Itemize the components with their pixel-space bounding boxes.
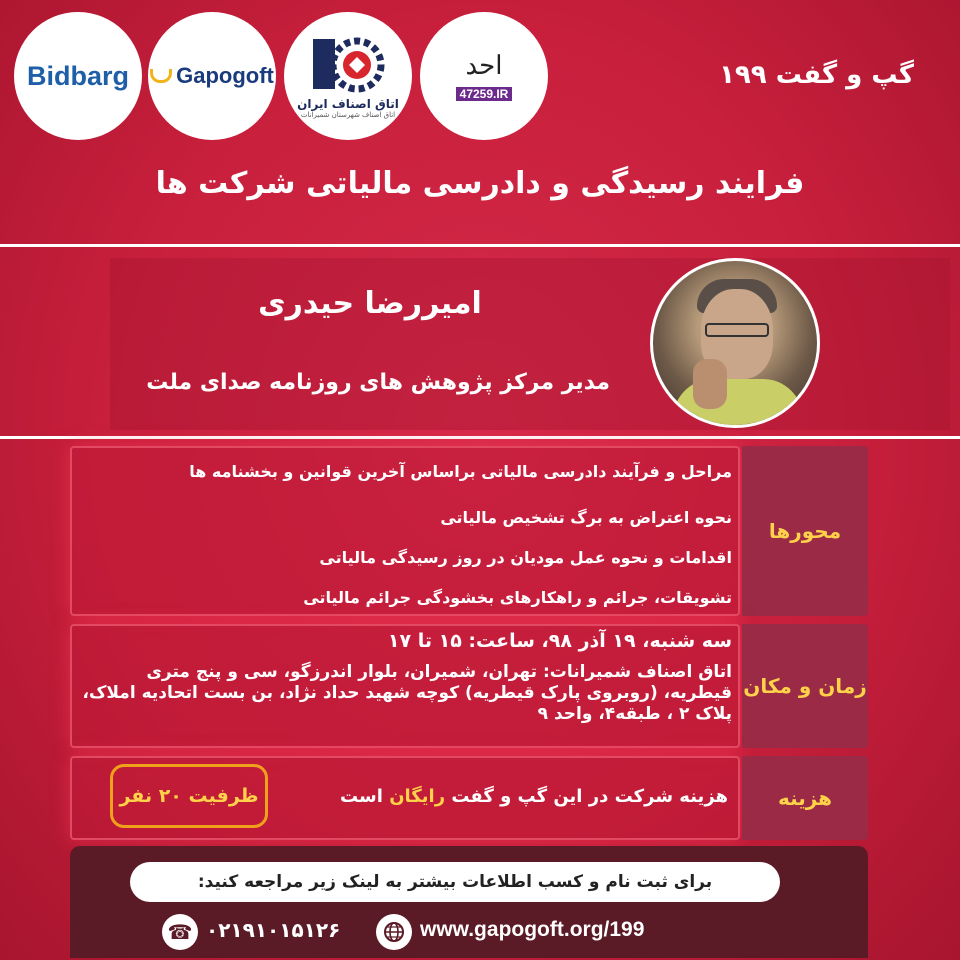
bidbarg-logo (14, 12, 142, 140)
ahad-logo-url: 47259.IR (456, 87, 513, 101)
topic-item: نحوه اعتراض به برگ تشخیص مالیاتی (440, 508, 732, 527)
speaker-photo (650, 258, 820, 428)
speaker-role: مدیر مرکز پژوهش های روزنامه صدای ملت (146, 370, 610, 395)
cost-section (70, 756, 868, 840)
asnaf-logo-text: اتاق اصناف ایران (297, 97, 399, 111)
topic-item: اقدامات و نحوه عمل مودیان در روز رسیدگی مالیاتی (319, 548, 732, 567)
topics-label: محورها (742, 446, 868, 616)
gapogoft-logo (148, 12, 276, 140)
schedule-label: زمان و مکان (742, 624, 868, 748)
globe-icon (376, 914, 412, 950)
ahad-logo-text: احد (465, 51, 503, 81)
signup-banner[interactable]: برای ثبت نام و کسب اطلاعات بیشتر به لینک زیر مراجعه کنید: (130, 862, 780, 902)
speaker-band (110, 258, 950, 430)
phone-number[interactable]: ۰۲۱۹۱۰۱۵۱۲۶ (206, 918, 341, 942)
topics-section (70, 446, 868, 616)
event-location: اتاق اصناف شمیرانات: تهران، شمیران، بلوار اندرزگو، سی و پنج متری قیطریه، (روبروی پارک قیطریه) کوچه شهید حداد نژاد، بن بست اتحادیه املاک، پلاک ۲ ، طبقه۴، واحد ۹ (82, 662, 732, 724)
cost-text: هزینه شرکت در این گپ و گفت رایگان است (339, 786, 728, 807)
free-highlight: رایگان (389, 786, 446, 807)
gear-icon (309, 33, 387, 95)
divider (0, 436, 960, 439)
bidbarg-logo-text: Bidbarg (26, 60, 129, 91)
gapogoft-logo-text: Gapogoft (176, 63, 274, 88)
event-time: سه شنبه، ۱۹ آذر ۹۸، ساعت: ۱۵ تا ۱۷ (387, 630, 732, 652)
website-link[interactable]: www.gapogoft.org/199 (420, 918, 645, 941)
topic-item: تشویقات، جرائم و راهکارهای بخشودگی جرائم مالیاتی (303, 588, 732, 607)
asnaf-logo (284, 12, 412, 140)
topic-item: مراحل و فرآیند دادرسی مالیاتی براساس آخرین قوانین و بخشنامه ها (189, 462, 732, 481)
divider (0, 244, 960, 247)
capacity-badge: ظرفیت ۲۰ نفر (110, 764, 268, 828)
asnaf-logo-subtext: اتاق اصناف شهرستان شمیرانات (300, 111, 396, 119)
phone-icon: ☎ (162, 914, 198, 950)
speaker-name: امیررضا حیدری (258, 286, 482, 321)
series-title: گپ و گفت ۱۹۹ (719, 60, 914, 90)
ahad-logo (420, 12, 548, 140)
schedule-section (70, 624, 868, 748)
page-title: فرایند رسیدگی و دادرسی مالیاتی شرکت ها (155, 166, 805, 201)
cup-icon (150, 69, 172, 83)
cost-label: هزینه (742, 756, 868, 840)
footer (70, 846, 868, 958)
